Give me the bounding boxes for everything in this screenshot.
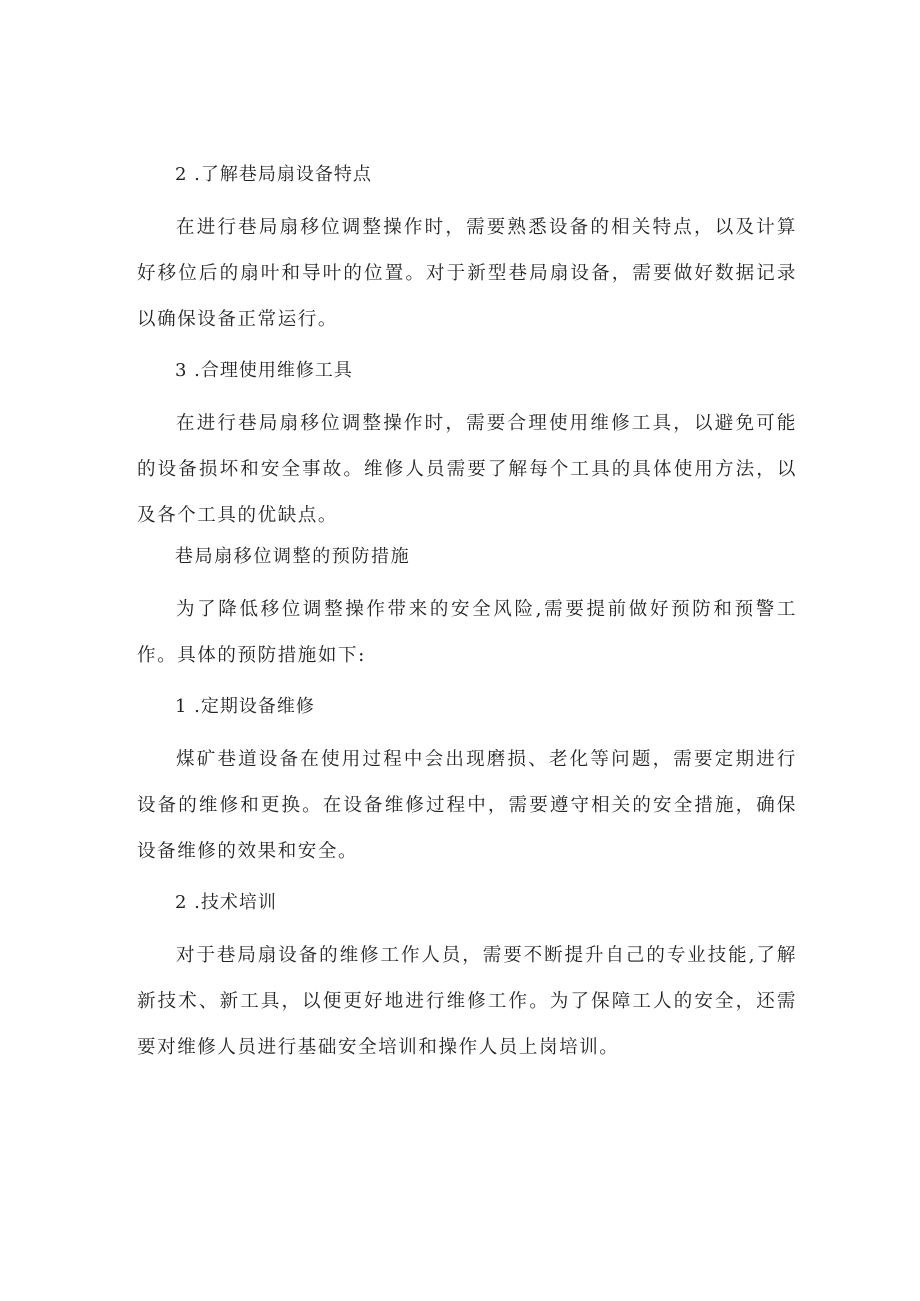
paragraph-training: 对于巷局扇设备的维修工作人员，需要不断提升自己的专业技能,了解新技术、新工具，以便更好地进行维修工作。为了保障工人的安全，还需要对维修人员进行基础安全培训和操作人员上岗培训。	[137, 945, 797, 1058]
heading-understand-equipment: 2 .了解巷局扇设备特点	[175, 164, 372, 185]
heading-technical-training: 2 .技术培训	[175, 892, 277, 913]
section-title-prevention: 巷局扇移位调整的预防措施	[175, 546, 411, 567]
paragraph-tools: 在进行巷局扇移位调整操作时，需要合理使用维修工具，以避免可能的设备损坏和安全事故。维修人员需要了解每个工具的具体使用方法，以及各个工具的优缺点。	[137, 413, 797, 526]
paragraph-maintenance: 煤矿巷道设备在使用过程中会出现磨损、老化等问题，需要定期进行设备的维修和更换。在设备维修过程中，需要遵守相关的安全措施，确保设备维修的效果和安全。	[137, 749, 797, 862]
paragraph-equipment-features: 在进行巷局扇移位调整操作时，需要熟悉设备的相关特点，以及计算好移位后的扇叶和导叶的位置。对于新型巷局扇设备，需要做好数据记录以确保设备正常运行。	[137, 217, 797, 330]
heading-use-tools: 3 .合理使用维修工具	[175, 360, 353, 381]
document-body	[137, 157, 797, 1071]
heading-regular-maintenance: 1 .定期设备维修	[175, 696, 315, 717]
paragraph-prevention-intro: 为了降低移位调整操作带来的安全风险,需要提前做好预防和预警工作。具体的预防措施如下:	[137, 599, 797, 666]
